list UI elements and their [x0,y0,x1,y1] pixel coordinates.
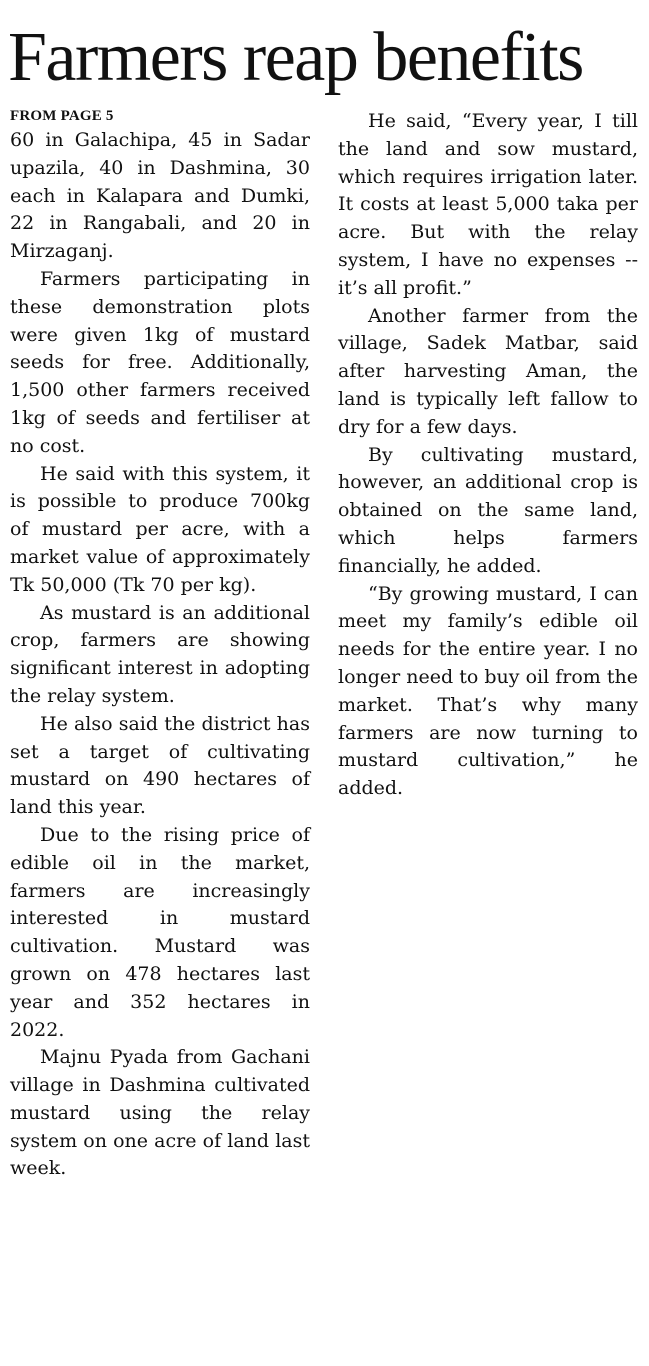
article-column-right [338,105,638,803]
article-column-left [10,105,310,1183]
continuation-kicker: FROM PAGE 5 [10,108,114,124]
paragraph: 60 in Galachipa, 45 in Sadar upazila, 40 in Dashmina, 30 each in Kalapara and Dumki, 22 in Rangabali, and 20 in Mirzaganj. [10,129,310,263]
headline: Farmers reap benefits [8,19,583,96]
paragraph: He said, “Every year, I till the land and sow mustard, which requires irrigation later. It costs at least 5,000 taka per acre. But with the relay system, I have no expenses -- it’s all profit.” [338,110,638,299]
paragraph: Due to the rising price of edible oil in the market, farmers are increasingly interested in mustard cultivation. Mustard was grown on 478 hectares last year and 352 hectares in 2022. [10,823,310,1041]
paragraph: Majnu Pyada from Gachani village in Dashmina cultivated mustard using the relay system on one acre of land last week. [10,1046,310,1180]
paragraph: He also said the district has set a target of cultivating mustard on 490 hectares of land this year. [10,712,310,819]
paragraph: Farmers participating in these demonstration plots were given 1kg of mustard seeds for free. Additionally, 1,500 other farmers received 1kg of seeds and fertiliser at no cost. [10,267,310,457]
paragraph: By cultivating mustard, however, an additional crop is obtained on the same land, which helps farmers financially, he added. [338,443,638,577]
paragraph: He said with this system, it is possible to produce 700kg of mustard per acre, with a market value of approximately Tk 50,000 (Tk 70 per kg). [10,462,310,596]
paragraph: “By growing mustard, I can meet my family’s edible oil needs for the entire year. I no longer need to buy oil from the market. That’s why many farmers are now turning to mustard cultivation,” he added. [338,582,638,800]
paragraph: As mustard is an additional crop, farmers are showing significant interest in adopting the relay system. [10,601,310,707]
paragraph: Another farmer from the village, Sadek Matbar, said after harvesting Aman, the land is typically left fallow to dry for a few days. [338,304,638,438]
